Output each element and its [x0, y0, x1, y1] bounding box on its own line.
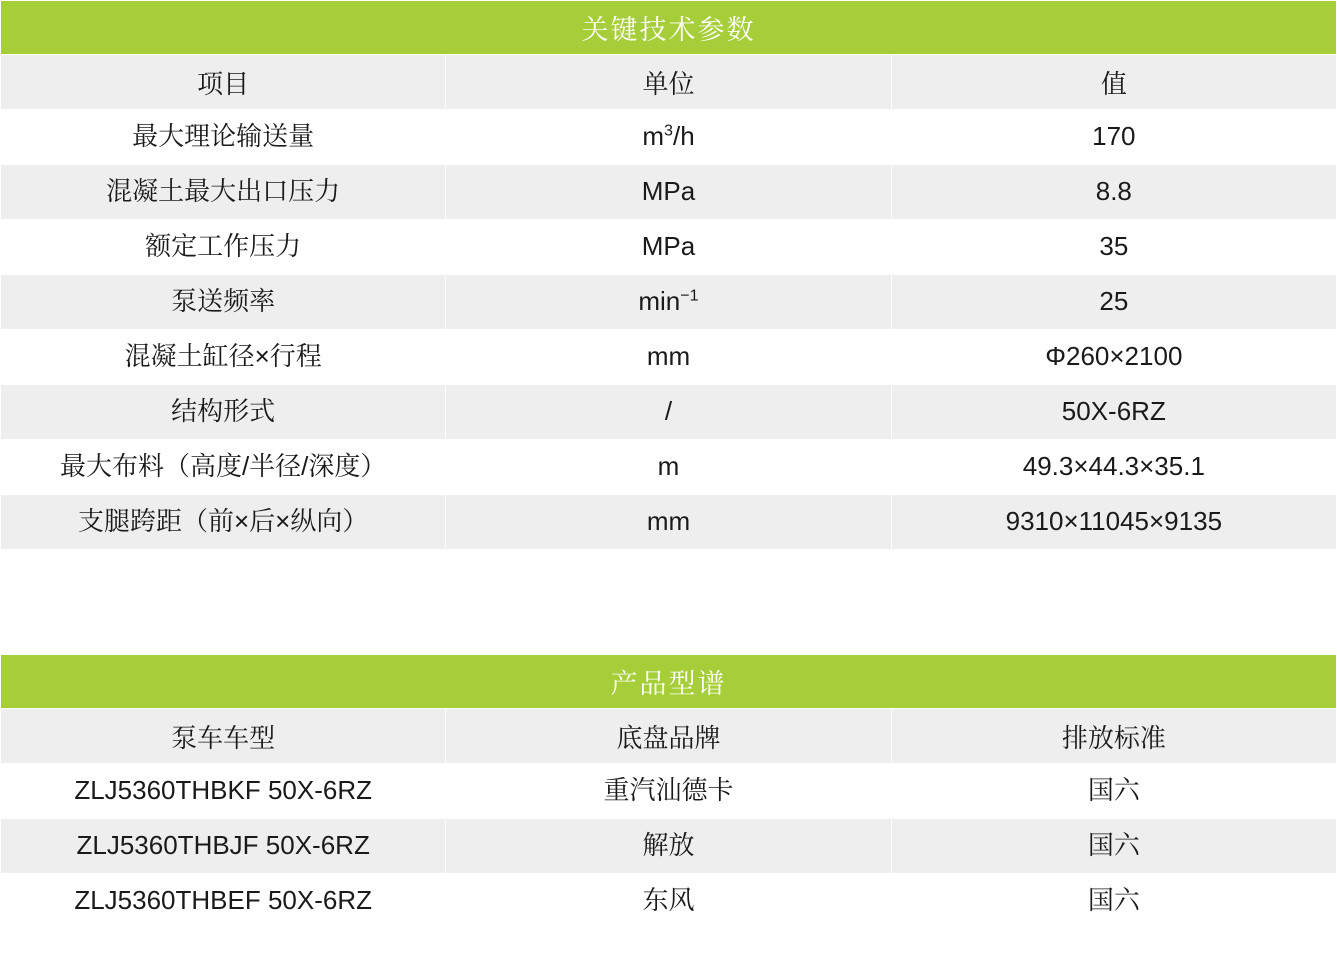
- param-value: Φ260×2100: [891, 330, 1336, 385]
- param-unit: MPa: [446, 220, 891, 275]
- param-item: 结构形式: [1, 385, 446, 440]
- product-lineup-table: [0, 654, 1337, 929]
- param-unit: [446, 110, 891, 165]
- column-header-value: 值: [891, 55, 1336, 110]
- table-row: [1, 275, 1337, 330]
- unit-superscript: −1: [680, 286, 699, 305]
- column-header-unit: 单位: [446, 55, 891, 110]
- param-item: 混凝土最大出口压力: [1, 165, 446, 220]
- unit-suffix: /h: [672, 121, 695, 152]
- model-name: ZLJ5360THBEF 50X-6RZ: [1, 874, 446, 929]
- column-header-model: 泵车车型: [1, 709, 446, 764]
- table-row: [1, 764, 1337, 819]
- param-value: 170: [891, 110, 1336, 165]
- unit-superscript: 3: [664, 121, 673, 140]
- param-item: 最大布料（高度/半径/深度）: [1, 440, 446, 495]
- chassis-brand: 解放: [446, 819, 891, 874]
- param-unit: mm: [446, 330, 891, 385]
- model-name: ZLJ5360THBKF 50X-6RZ: [1, 764, 446, 819]
- param-unit: [446, 275, 891, 330]
- table-title-row: [1, 655, 1337, 709]
- table-row: [1, 874, 1337, 929]
- table-title: 关键技术参数: [1, 1, 1337, 55]
- emission-standard: 国六: [891, 874, 1336, 929]
- bottom-spacer: [0, 929, 1337, 969]
- table-row: [1, 330, 1337, 385]
- param-item: 最大理论输送量: [1, 110, 446, 165]
- table-row: [1, 440, 1337, 495]
- table-title: 产品型谱: [1, 655, 1337, 709]
- table-title-row: [1, 1, 1337, 55]
- param-item: 支腿跨距（前×后×纵向）: [1, 495, 446, 550]
- unit-prefix: m: [642, 121, 664, 152]
- table-header-row: [1, 709, 1337, 764]
- chassis-brand: 重汽汕德卡: [446, 764, 891, 819]
- model-name: ZLJ5360THBJF 50X-6RZ: [1, 819, 446, 874]
- unit-prefix: min: [638, 286, 681, 317]
- table-row: [1, 385, 1337, 440]
- column-header-brand: 底盘品牌: [446, 709, 891, 764]
- param-unit: /: [446, 385, 891, 440]
- table-row: [1, 165, 1337, 220]
- emission-standard: 国六: [891, 764, 1336, 819]
- table-header-row: [1, 55, 1337, 110]
- param-unit: m: [446, 440, 891, 495]
- table-row: [1, 110, 1337, 165]
- table-row: [1, 495, 1337, 550]
- param-value: 25: [891, 275, 1336, 330]
- emission-standard: 国六: [891, 819, 1336, 874]
- param-item: 额定工作压力: [1, 220, 446, 275]
- param-item: 混凝土缸径×行程: [1, 330, 446, 385]
- param-item: 泵送频率: [1, 275, 446, 330]
- param-value: 50X-6RZ: [891, 385, 1336, 440]
- param-unit: mm: [446, 495, 891, 550]
- param-value: 8.8: [891, 165, 1336, 220]
- param-value: 35: [891, 220, 1336, 275]
- table-row: [1, 220, 1337, 275]
- param-value: 9310×11045×9135: [891, 495, 1336, 550]
- param-value: 49.3×44.3×35.1: [891, 440, 1336, 495]
- column-header-emission: 排放标准: [891, 709, 1336, 764]
- column-header-item: 项目: [1, 55, 446, 110]
- param-unit: MPa: [446, 165, 891, 220]
- section-spacer: [0, 550, 1337, 654]
- chassis-brand: 东风: [446, 874, 891, 929]
- table-row: [1, 819, 1337, 874]
